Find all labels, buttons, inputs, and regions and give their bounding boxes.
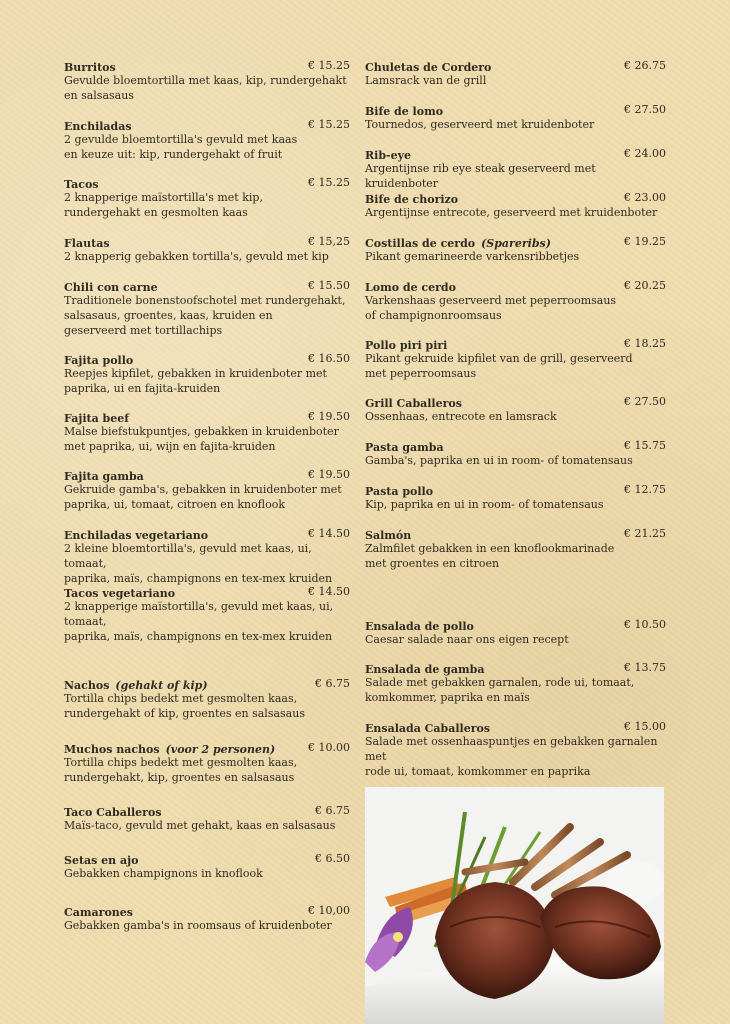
- menu-item: [365, 234, 666, 264]
- menu-item-price: € 15.50: [308, 279, 350, 292]
- menu-item-name: Bife de lomo: [365, 105, 444, 118]
- menu-item-name: Camarones: [64, 906, 133, 919]
- menu-item-description: Ossenhaas, entrecote en lamsrack: [365, 410, 557, 423]
- menu-item-price: € 13.75: [624, 661, 666, 674]
- lamb-rack-illustration: [365, 787, 664, 1024]
- menu-item-price: € 10.50: [624, 618, 666, 631]
- menu-item-header: [64, 584, 350, 599]
- menu-item-header: [365, 660, 666, 675]
- menu-item-price: € 6.75: [315, 804, 350, 817]
- lamb-rack-photo: [365, 787, 664, 1024]
- menu-item: [365, 719, 666, 779]
- menu-item-description: Lamsrack van de grill: [365, 74, 487, 87]
- menu-item-name: Setas en ajo: [64, 854, 139, 867]
- menu-item: [64, 740, 350, 785]
- menu-item-price: € 18.25: [624, 337, 666, 350]
- menu-item: [64, 351, 350, 396]
- menu-item-price: € 23.00: [624, 191, 666, 204]
- menu-item-price: € 15.00: [624, 720, 666, 733]
- menu-item-name: Salmón: [365, 529, 412, 542]
- menu-item-description: Argentijnse entrecote, geserveerd met kruidenboter: [365, 206, 658, 219]
- menu-item-header: [365, 102, 666, 117]
- menu-item: [365, 190, 666, 220]
- menu-item: [365, 394, 666, 424]
- menu-item-description: Tortilla chips bedekt met gesmolten kaas, rundergehakt of kip, groentes en salsasaus: [64, 692, 305, 720]
- menu-item: [64, 58, 350, 103]
- menu-item-description: Maïs-taco, gevuld met gehakt, kaas en salsasaus: [64, 819, 336, 832]
- menu-item-header: [365, 234, 666, 249]
- menu-item: [64, 409, 350, 454]
- menu-item: [64, 467, 350, 512]
- menu-item: [365, 146, 666, 191]
- menu-item-description: Zalmfilet gebakken in een knoflookmarinade met groentes en citroen: [365, 542, 615, 570]
- menu-item: [64, 278, 350, 338]
- menu-item: [64, 526, 350, 586]
- menu-item-header: [365, 336, 666, 351]
- menu-item: [64, 803, 350, 833]
- menu-item: [365, 526, 666, 571]
- menu-item-price: € 26.75: [624, 59, 666, 72]
- menu-item-description: 2 knapperig gebakken tortilla's, gevuld met kip: [64, 250, 329, 263]
- menu-item-price: € 20.25: [624, 279, 666, 292]
- menu-item: [64, 117, 350, 162]
- menu-item: [365, 336, 666, 381]
- menu-item-description: 2 knapperige maïstortilla's, gevuld met kaas, ui, tomaat, paprika, maïs, champignons en tex-mex kruiden: [64, 600, 334, 643]
- menu-item-description: Gamba's, paprika en ui in room- of tomatensaus: [365, 454, 633, 467]
- menu-item-header: [365, 482, 666, 497]
- menu-item-name: Ensalada Caballeros: [365, 722, 491, 735]
- menu-item-price: € 14.50: [308, 527, 350, 540]
- menu-item-name: Enchiladas: [64, 120, 132, 133]
- menu-item: [64, 676, 350, 721]
- menu-item-price: € 27.50: [624, 103, 666, 116]
- menu-item-header: [365, 146, 666, 161]
- menu-item-description: Tournedos, geserveerd met kruidenboter: [365, 118, 595, 131]
- menu-item-description: Gebakken gamba's in roomsaus of kruidenboter: [64, 919, 332, 932]
- menu-item-price: € 15,25: [308, 235, 350, 248]
- menu-item-header: [365, 394, 666, 409]
- menu-item-header: [64, 467, 350, 482]
- menu-item-name: Pollo piri piri: [365, 339, 448, 352]
- menu-item-description: Pikant gemarineerde varkensribbetjes: [365, 250, 580, 263]
- menu-item-price: € 6.50: [315, 852, 350, 865]
- menu-item-name: Costillas de cerdo: [365, 237, 476, 250]
- menu-item-description: Reepjes kipfilet, gebakken in kruidenboter met paprika, ui en fajita-kruiden: [64, 367, 327, 395]
- menu-item-description: Salade met ossenhaaspuntjes en gebakken garnalen met rode ui, tomaat, komkommer en paprika: [365, 735, 658, 778]
- menu-item-name: Nachos: [64, 679, 110, 692]
- menu-item: [64, 903, 350, 933]
- menu-item-header: [365, 278, 666, 293]
- menu-item-price: € 19.25: [624, 235, 666, 248]
- menu-item-description: Gevulde bloemtortilla met kaas, kip, rundergehakt en salsasaus: [64, 74, 347, 102]
- menu-item: [365, 278, 666, 323]
- menu-item: [64, 234, 350, 264]
- menu-item-header: [64, 526, 350, 541]
- menu-item-name: Grill Caballeros: [365, 397, 462, 410]
- menu-item-price: € 15.25: [308, 118, 350, 131]
- menu-item-price: € 16.50: [308, 352, 350, 365]
- menu-item-note: (gehakt of kip): [115, 679, 208, 692]
- menu-item-header: [365, 719, 666, 734]
- menu-item-price: € 10.00: [308, 741, 350, 754]
- menu-item-header: [64, 676, 350, 691]
- menu-item-header: [64, 234, 350, 249]
- menu-item: [365, 102, 666, 132]
- menu-item-description: Argentijnse rib eye steak geserveerd met kruidenboter: [365, 162, 596, 190]
- menu-item-header: [64, 351, 350, 366]
- menu-item-header: [64, 409, 350, 424]
- menu-item-header: [64, 740, 350, 755]
- menu-item-description: Malse biefstukpuntjes, gebakken in kruidenboter met paprika, ui, wijn en fajita-kruiden: [64, 425, 339, 453]
- menu-item-price: € 19.50: [308, 468, 350, 481]
- menu-item-name: Ensalada de gamba: [365, 663, 485, 676]
- menu-item-header: [64, 278, 350, 293]
- menu-item-price: € 6.75: [315, 677, 350, 690]
- menu-item-name: Tacos: [64, 178, 99, 191]
- menu-item-name: Tacos vegetariano: [64, 587, 176, 600]
- menu-item-name: Lomo de cerdo: [365, 281, 456, 294]
- menu-item-description: 2 gevulde bloemtortilla's gevuld met kaas en keuze uit: kip, rundergehakt of fruit: [64, 133, 298, 161]
- menu-item-price: € 27.50: [624, 395, 666, 408]
- menu-item-description: Caesar salade naar ons eigen recept: [365, 633, 569, 646]
- menu-item-name: Pasta gamba: [365, 441, 444, 454]
- menu-item-header: [64, 175, 350, 190]
- menu-item-description: Gekruide gamba's, gebakken in kruidenboter met paprika, ui, tomaat, citroen en knoflook: [64, 483, 342, 511]
- menu-item: [365, 660, 666, 705]
- menu-item-note: (voor 2 personen): [165, 743, 276, 756]
- menu-item-name: Burritos: [64, 61, 116, 74]
- menu-item-name: Enchiladas vegetariano: [64, 529, 209, 542]
- menu-item: [64, 584, 350, 644]
- menu-item-description: Gebakken champignons in knoflook: [64, 867, 263, 880]
- menu-item-name: Chuletas de Cordero: [365, 61, 492, 74]
- menu-item-name: Muchos nachos: [64, 743, 160, 756]
- menu-item: [365, 482, 666, 512]
- menu-item-header: [365, 617, 666, 632]
- menu-item-price: € 15.75: [624, 439, 666, 452]
- menu-item-header: [365, 438, 666, 453]
- menu-item: [365, 438, 666, 468]
- menu-item-name: Bife de chorizo: [365, 193, 459, 206]
- menu-item-name: Pasta pollo: [365, 485, 434, 498]
- menu-item-name: Ensalada de pollo: [365, 620, 474, 633]
- menu-item-header: [64, 803, 350, 818]
- menu-item-header: [365, 526, 666, 541]
- menu-item-price: € 21.25: [624, 527, 666, 540]
- menu-item-price: € 14.50: [308, 585, 350, 598]
- menu-item-name: Rib-eye: [365, 149, 411, 162]
- menu-item: [365, 617, 666, 647]
- menu-item-price: € 19.50: [308, 410, 350, 423]
- menu-item-price: € 15.25: [308, 59, 350, 72]
- menu-item-description: Varkenshaas geserveerd met peperroomsaus of champignonroomsaus: [365, 294, 617, 322]
- menu-item-header: [64, 903, 350, 918]
- menu-item: [365, 58, 666, 88]
- menu-item-description: Salade met gebakken garnalen, rode ui, tomaat, komkommer, paprika en maïs: [365, 676, 635, 704]
- menu-item-name: Flautas: [64, 237, 110, 250]
- menu-item-name: Fajita beef: [64, 412, 129, 425]
- menu-item-price: € 10,00: [308, 904, 350, 917]
- menu-item-header: [365, 190, 666, 205]
- menu-item-description: Pikant gekruide kipfilet van de grill, geserveerd met peperroomsaus: [365, 352, 633, 380]
- menu-item-name: Fajita gamba: [64, 470, 144, 483]
- menu-item-price: € 15.25: [308, 176, 350, 189]
- menu-item-name: Taco Caballeros: [64, 806, 162, 819]
- menu-item: [64, 175, 350, 220]
- menu-item-description: 2 kleine bloemtortilla's, gevuld met kaas, ui, tomaat, paprika, maïs, champignons en tex-mex kruiden: [64, 542, 333, 585]
- menu-item-description: Kip, paprika en ui in room- of tomatensaus: [365, 498, 604, 511]
- menu-item-price: € 24.00: [624, 147, 666, 160]
- menu-item-header: [365, 58, 666, 73]
- menu-item-header: [64, 117, 350, 132]
- menu-item-description: Tortilla chips bedekt met gesmolten kaas, rundergehakt, kip, groentes en salsasaus: [64, 756, 298, 784]
- menu-item-name: Chili con carne: [64, 281, 158, 294]
- menu-item-description: Traditionele bonenstoofschotel met rundergehakt, salsasaus, groentes, kaas, kruiden en geserveerd met tortillachips: [64, 294, 346, 337]
- menu-item-price: € 12.75: [624, 483, 666, 496]
- menu-item-header: [64, 851, 350, 866]
- menu-item-name: Fajita pollo: [64, 354, 134, 367]
- menu-item-note: (Spareribs): [481, 237, 551, 250]
- menu-item-description: 2 knapperige maïstortilla's met kip, rundergehakt en gesmolten kaas: [64, 191, 263, 219]
- menu-item: [64, 851, 350, 881]
- menu-item-header: [64, 58, 350, 73]
